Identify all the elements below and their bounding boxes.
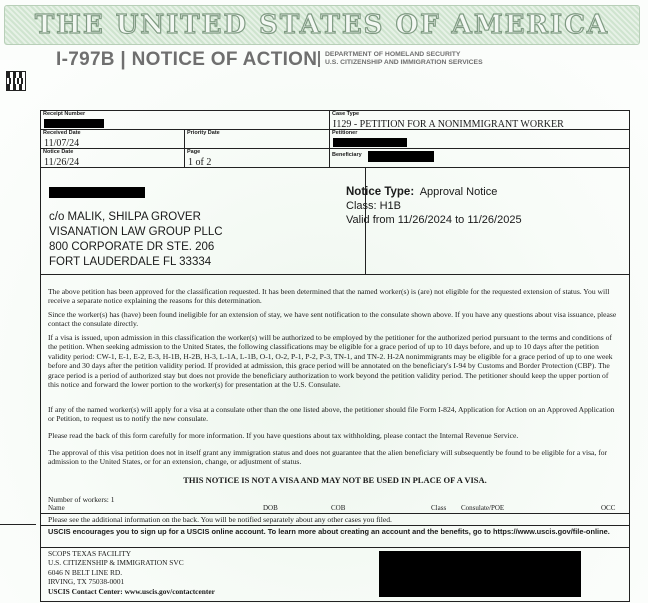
department-name — [318, 51, 483, 67]
fold-mark — [0, 524, 36, 525]
valid-to-word: to — [455, 214, 465, 226]
notice-summary — [346, 185, 522, 227]
dept-line-2: U.S. CITIZENSHIP AND IMMIGRATION SERVICES — [325, 59, 483, 66]
worker-count: Number of workers: 1 — [48, 495, 115, 504]
notice-date-value: 11/26/24 — [44, 157, 80, 168]
notice-type-label: Notice Type: — [346, 186, 415, 198]
paragraph-consulate: Since the worker(s) has (have) been found ineligible for an extension of stay, we have sent notification to the consulate shown above. If you have any questions about visa issuance, please contact the consulate directly. — [48, 310, 617, 329]
paragraph-i824: If any of the named worker(s) will apply for a visa at a consulate other than the one listed above, the petitioner should file Form I-824, Application for Action on an Approved Application or Petition, to request us to notify the new consulate. — [48, 405, 615, 424]
beneficiary-cell — [330, 149, 629, 168]
beneficiary-redaction — [368, 151, 434, 162]
address-line-3: 800 CORPORATE DR STE. 206 — [49, 241, 215, 253]
received-date-cell — [41, 130, 185, 149]
col-consulate: Consulate/POE — [461, 504, 505, 512]
case-type-value: I129 - PETITION FOR A NONIMMIGRANT WORKER — [333, 119, 564, 130]
facility-line-2: U.S. CITIZENSHIP & IMMIGRATION SVC — [48, 558, 184, 568]
footer-divider-1 — [41, 525, 629, 526]
paragraph-disclaimer: The approval of this visa petition does not in itself grant any immigration status and does not guarantee that the alien beneficiary will subsequently be found to be eligible for a visa, for admission to the United States, or for an extension, change, or adjustment of status. — [48, 448, 608, 467]
title-separator: | — [120, 49, 127, 70]
notice-form — [40, 110, 630, 602]
valid-prefix: Valid from — [346, 214, 395, 226]
section-divider — [41, 274, 629, 275]
paragraph-approval: The above petition has been approved for the classification requested. It has been determined that the named worker(s) is (are) not eligible for the requested extension of status. You will receive a separate notice explaining the reasons for this determination. — [48, 287, 610, 306]
received-label: Received Date — [43, 130, 81, 136]
form-name: NOTICE OF ACTION — [131, 49, 318, 70]
table-divider — [41, 513, 629, 514]
dept-line-1: DEPARTMENT OF HOMELAND SECURITY — [325, 51, 461, 58]
facility-line-5: USCIS Contact Center: www.uscis.gov/contactcenter — [48, 586, 215, 596]
form-number: I-797B — [56, 49, 115, 70]
notice-type-value: Approval Notice — [419, 186, 498, 198]
paragraph-visa-terms: If a visa is issued, upon admission in this classification the worker(s) will be authorized to be employed by the petitioner for the authorized period pursuant to the terms and conditions of the petition. When seeking admission to the United States, the following classifications may be eligible for a grace period of up to 10 days before, and up to 10 days after the petition validity period: CW-1, E-1, E-2, E-3, H-1B, H-2B, H-3, L-1A, L-1B, O-1, O-2, P-1, P-2, P-3, TN-1, and TN-2. H-2A nonimmigrants may be eligible for a grace period of up to one week before and 30 days after the petition validity period. If provided at admission, this grace period will be annotated on the beneficiary's I-94 by Customs and Border Protection (CBP). The grace period is a period of authorized stay but does not provide the beneficiary authorization to work beyond the petition validity period. The petitioner should keep the upper portion of this notice and forward the lower portion to the worker(s) for presentation at the U.S. Consulate. — [48, 333, 613, 390]
page-label: Page — [187, 149, 201, 155]
notice-date-cell — [41, 149, 185, 168]
form-title — [56, 49, 317, 71]
class-line: Class: H1B — [346, 200, 402, 212]
priority-date-cell — [185, 130, 330, 149]
case-type-cell — [330, 111, 629, 130]
mailing-address — [49, 210, 223, 270]
priority-label: Priority Date — [187, 130, 220, 136]
barcode-redaction — [379, 551, 581, 597]
address-line-1: c/o MALIK, SHILPA GROVER — [49, 211, 201, 223]
banner-text: THE UNITED STATES OF AMERICA — [34, 10, 610, 40]
receipt-redaction — [44, 119, 104, 128]
petitioner-redaction — [333, 138, 407, 147]
barcode-icon — [7, 72, 25, 90]
facility-line-1: SCOPS TEXAS FACILITY — [48, 549, 132, 558]
paragraph-read-back: Please read the back of this form carefully for more information. If you have questions about tax withholding, please contact the Internal Revenue Service. — [48, 431, 519, 440]
received-value: 11/07/24 — [44, 138, 80, 149]
address-line-2: VISANATION LAW GROUP PLLC — [49, 226, 223, 238]
facility-address — [48, 549, 215, 596]
beneficiary-label: Beneficiary — [332, 152, 362, 158]
col-name: Name — [48, 504, 65, 512]
page-value: 1 of 2 — [188, 157, 212, 168]
addressee-redaction — [49, 187, 145, 198]
case-type-label: Case Type — [332, 111, 360, 117]
petitioner-cell — [330, 130, 629, 149]
valid-from: 11/26/2024 — [397, 214, 453, 226]
header-banner — [4, 5, 640, 45]
footer-divider-2 — [41, 547, 629, 548]
valid-to: 11/26/2025 — [467, 214, 522, 226]
visa-warning: THIS NOTICE IS NOT A VISA AND MAY NOT BE USED IN PLACE OF A VISA. — [183, 475, 487, 485]
facility-line-4: IRVING, TX 75038-0001 — [48, 577, 125, 587]
col-dob: DOB — [263, 504, 278, 512]
col-class: Class — [431, 504, 447, 512]
col-occ: OCC — [601, 504, 616, 512]
notice-date-label: Notice Date — [43, 149, 74, 155]
facility-line-3: 6046 N BELT LINE RD. — [48, 567, 123, 577]
address-line-4: FORT LAUDERDALE FL 33334 — [49, 256, 212, 268]
additional-info-note: Please see the additional information on the back. You will be notified separately about any other cases you filed. — [48, 515, 392, 524]
online-account-note: USCIS encourages you to sign up for a USCIS online account. To learn more about creating an account and the benefits, go to https://www.uscis.gov/file-online. — [48, 527, 610, 536]
receipt-label: Receipt Number — [43, 111, 86, 117]
receipt-number-cell — [41, 111, 330, 130]
petitioner-label: Petitioner — [332, 130, 358, 136]
col-cob: COB — [331, 504, 346, 512]
page-cell — [185, 149, 330, 168]
validity-line — [346, 213, 522, 227]
